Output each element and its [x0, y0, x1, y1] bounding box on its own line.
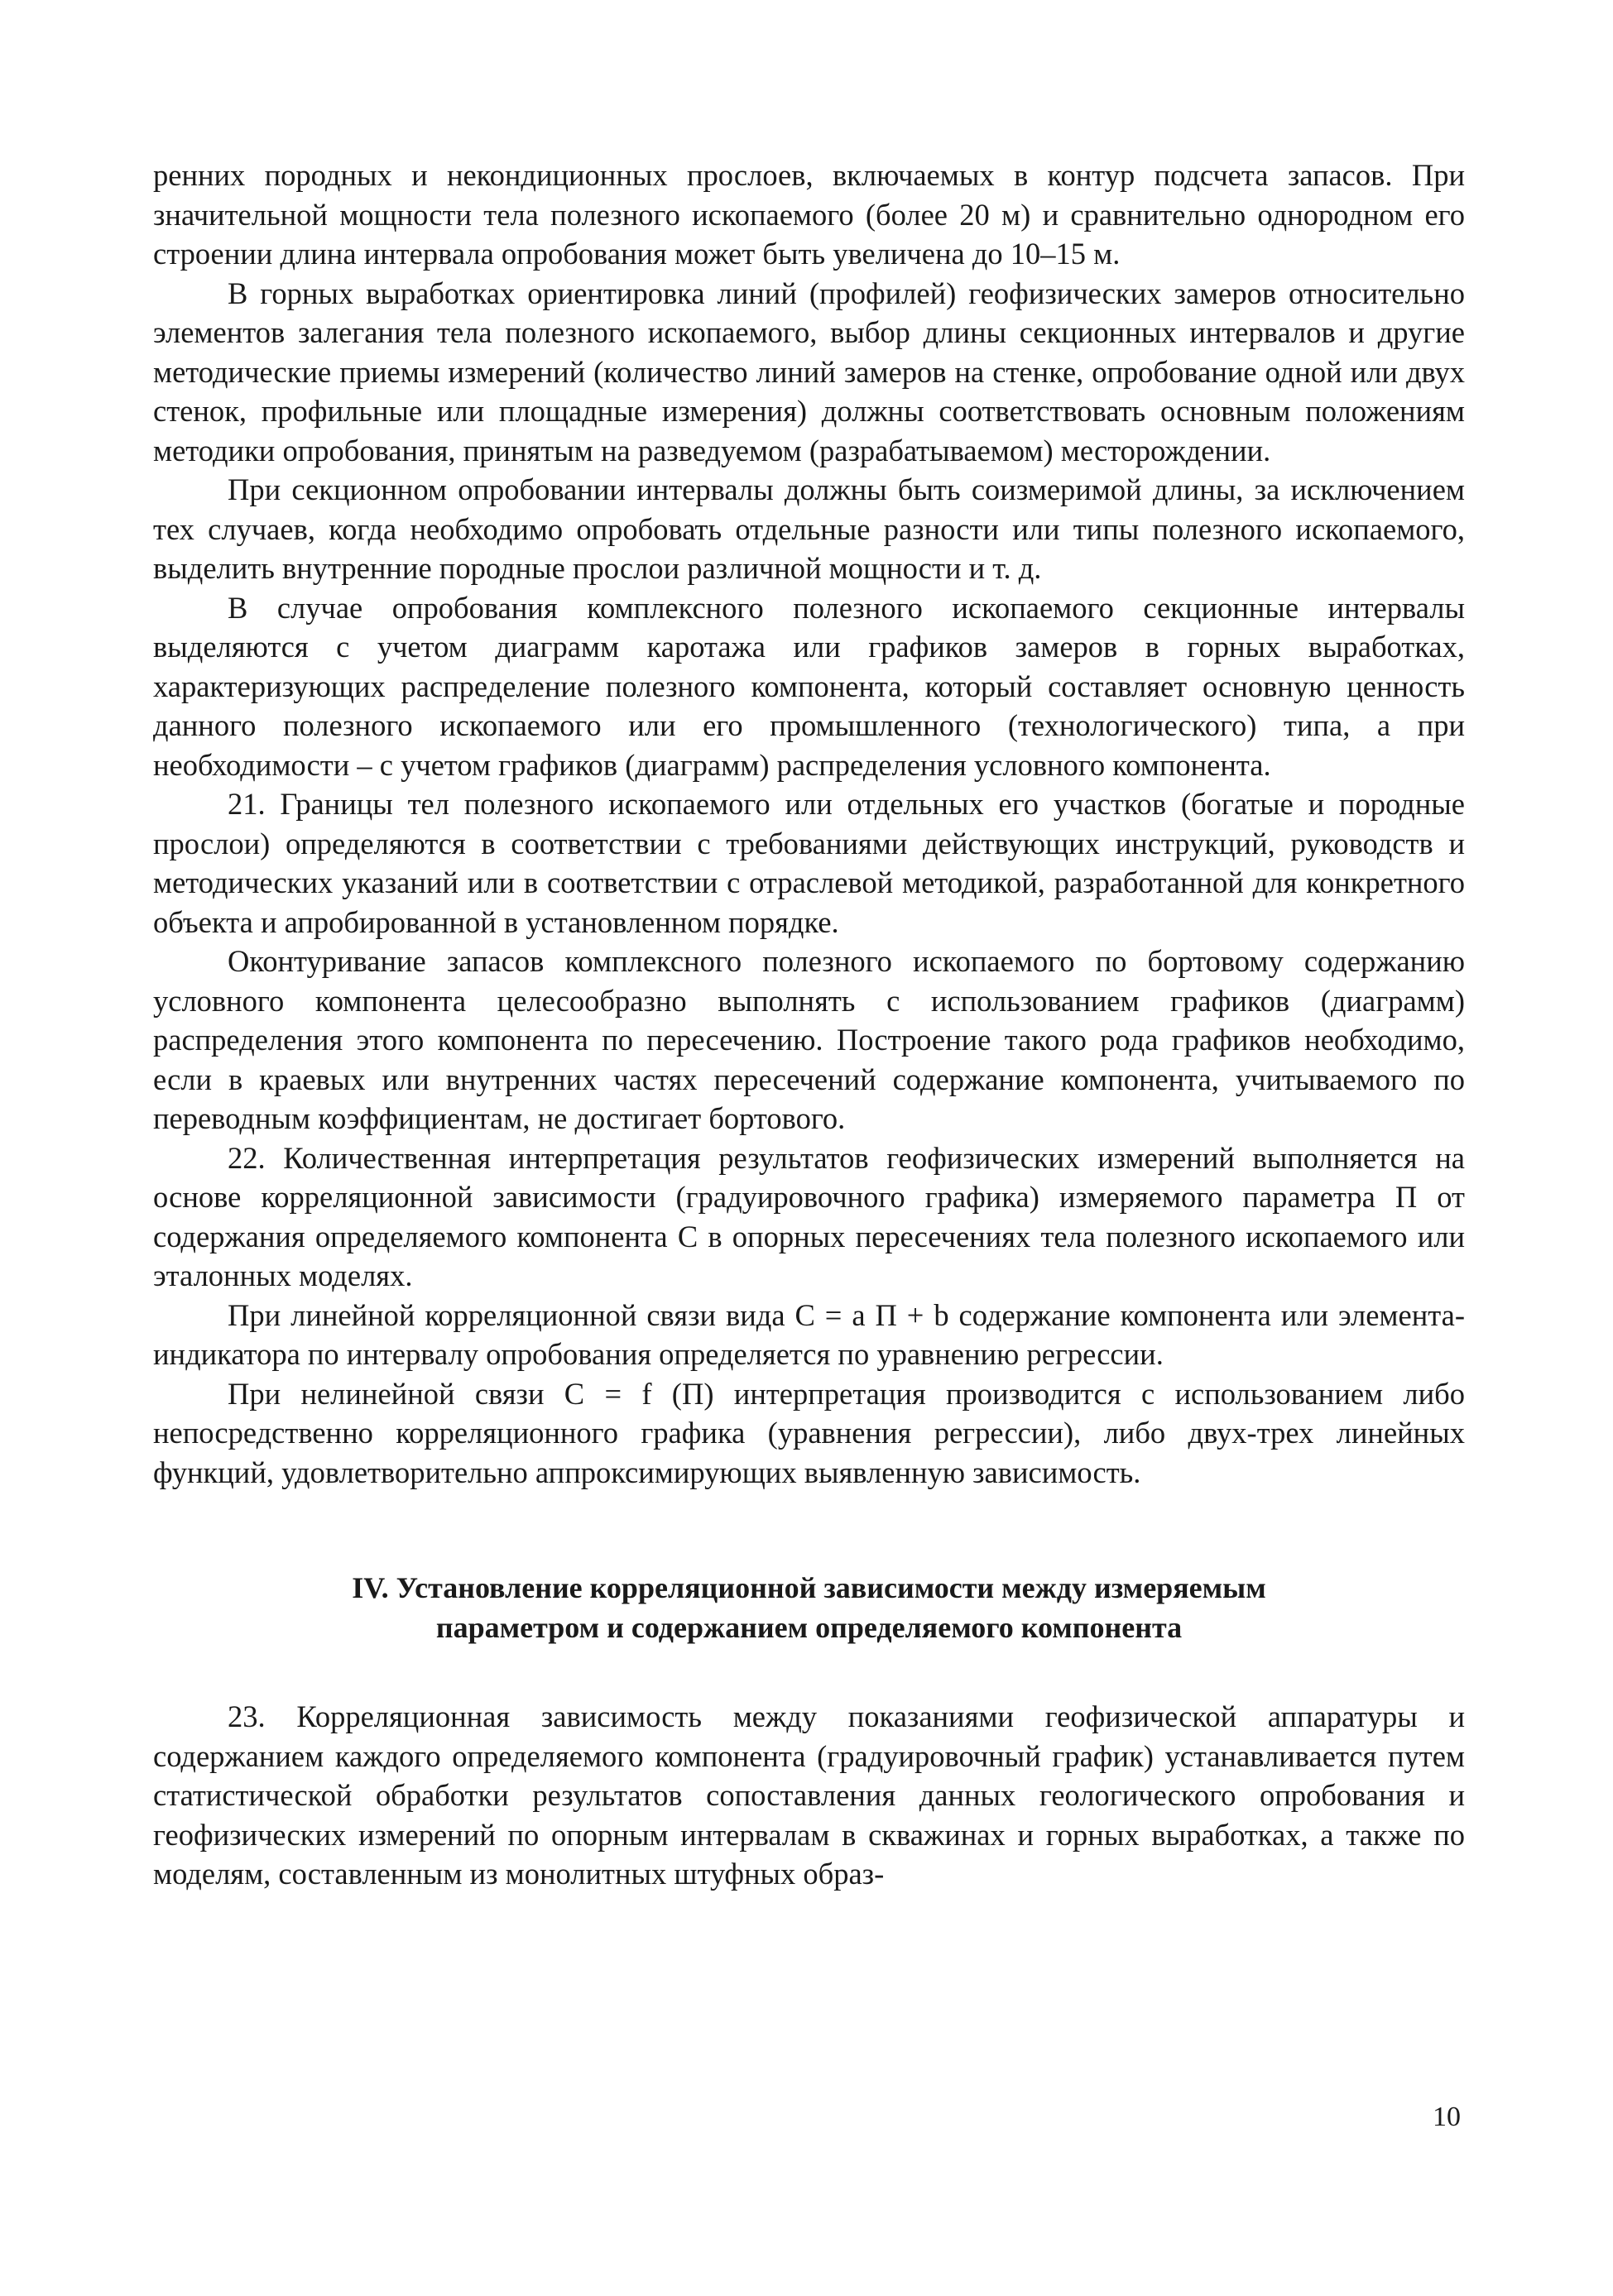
paragraph-nonlinear-correlation: При нелинейной связи С = f (П) интерпретация производится с использованием либо непосредственно корреляционного графика (уравнения регрессии), либо двух-трех линейных функций, удовлетворительно аппроксимирующих выявленную зависимость.	[153, 1376, 1465, 1489]
paragraph-continuation: ренних породных и некондиционных прослоев, включаемых в контур подсчета запасов. При значительной мощности тела полезного ископаемого (более 20 м) и сравнительно однородном его строении длина интервала опробования может быть увеличена до 10–15 м.	[153, 158, 1465, 271]
page-content	[153, 156, 1465, 1894]
paragraph-contouring: Оконтуривание запасов комплексного полезного ископаемого по бортовому содержанию условного компонента целесообразно выполнять с использованием графиков (диаграмм) распределения этого компонента по пересечению. Построение такого рода графиков необходимо, если в краевых или внутренних частях пересечений содержание компонента, учитываемого по переводным коэффициентам, не достигает бортового.	[153, 944, 1465, 1135]
paragraph-mine-workings: В горных выработках ориентировка линий (профилей) геофизических замеров относительно элементов залегания тела полезного ископаемого, выбор длины секционных интервалов и другие методические приемы измерений (количество линий замеров на стенке, опробование одной или двух стенок, профильные или площадные измерения) должны соответствовать основным положениям методики опробования, принятым на разведуемом (разрабатываемом) месторождении.	[153, 276, 1465, 467]
section-heading-line-2: параметром и содержанием определяемого компонента	[435, 1611, 1183, 1644]
paragraph-linear-correlation: При линейной корреляционной связи вида С = a П + b содержание компонента или элемента-индикатора по интервалу опробования определяется по уравнению регрессии.	[153, 1297, 1465, 1371]
section-heading	[153, 1568, 1465, 1647]
paragraph-section-sampling: При секционном опробовании интервалы должны быть соизмеримой длины, за исключением тех случаев, когда необходимо опробовать отдельные разности или типы полезного ископаемого, выделить внутренние породные прослои различной мощности и т. д.	[153, 472, 1465, 585]
section-heading-line-1: IV. Установление корреляционной зависимости между измеряемым	[352, 1571, 1266, 1604]
paragraph-complex-mineral: В случае опробования комплексного полезного ископаемого секционные интервалы выделяются с учетом диаграмм каротажа или графиков замеров в горных выработках, характеризующих распределение полезного компонента, который составляет основную ценность данного полезного ископаемого или его промышленного (технологического) типа, а при необходимости – с учетом графиков (диаграмм) распределения условного компонента.	[153, 590, 1465, 782]
page-number: 10	[1433, 2102, 1461, 2132]
paragraph-22-interpretation: 22. Количественная интерпретация результатов геофизических измерений выполняется на основе корреляционной зависимости (градуировочного графика) измеряемого параметра П от содержания определяемого компонента С в опорных пересечениях тела полезного ископаемого или эталонных моделях.	[153, 1140, 1465, 1292]
paragraph-21-boundaries: 21. Границы тел полезного ископаемого или отдельных его участков (богатые и породные прослои) определяются в соответствии с требованиями действующих инструкций, руководств и методических указаний или в соответствии с отраслевой методикой, разработанной для конкретного объекта и апробированной в установленном порядке.	[153, 787, 1465, 939]
paragraph-23-correlation: 23. Корреляционная зависимость между показаниями геофизической аппаратуры и содержанием каждого определяемого компонента (градуировочный график) устанавливается путем статистической обработки результатов сопоставления данных геологического опробования и геофизических измерений по опорным интервалам в скважинах и горных выработках, а также по моделям, составленным из монолитных штуфных образ-	[153, 1699, 1465, 1891]
